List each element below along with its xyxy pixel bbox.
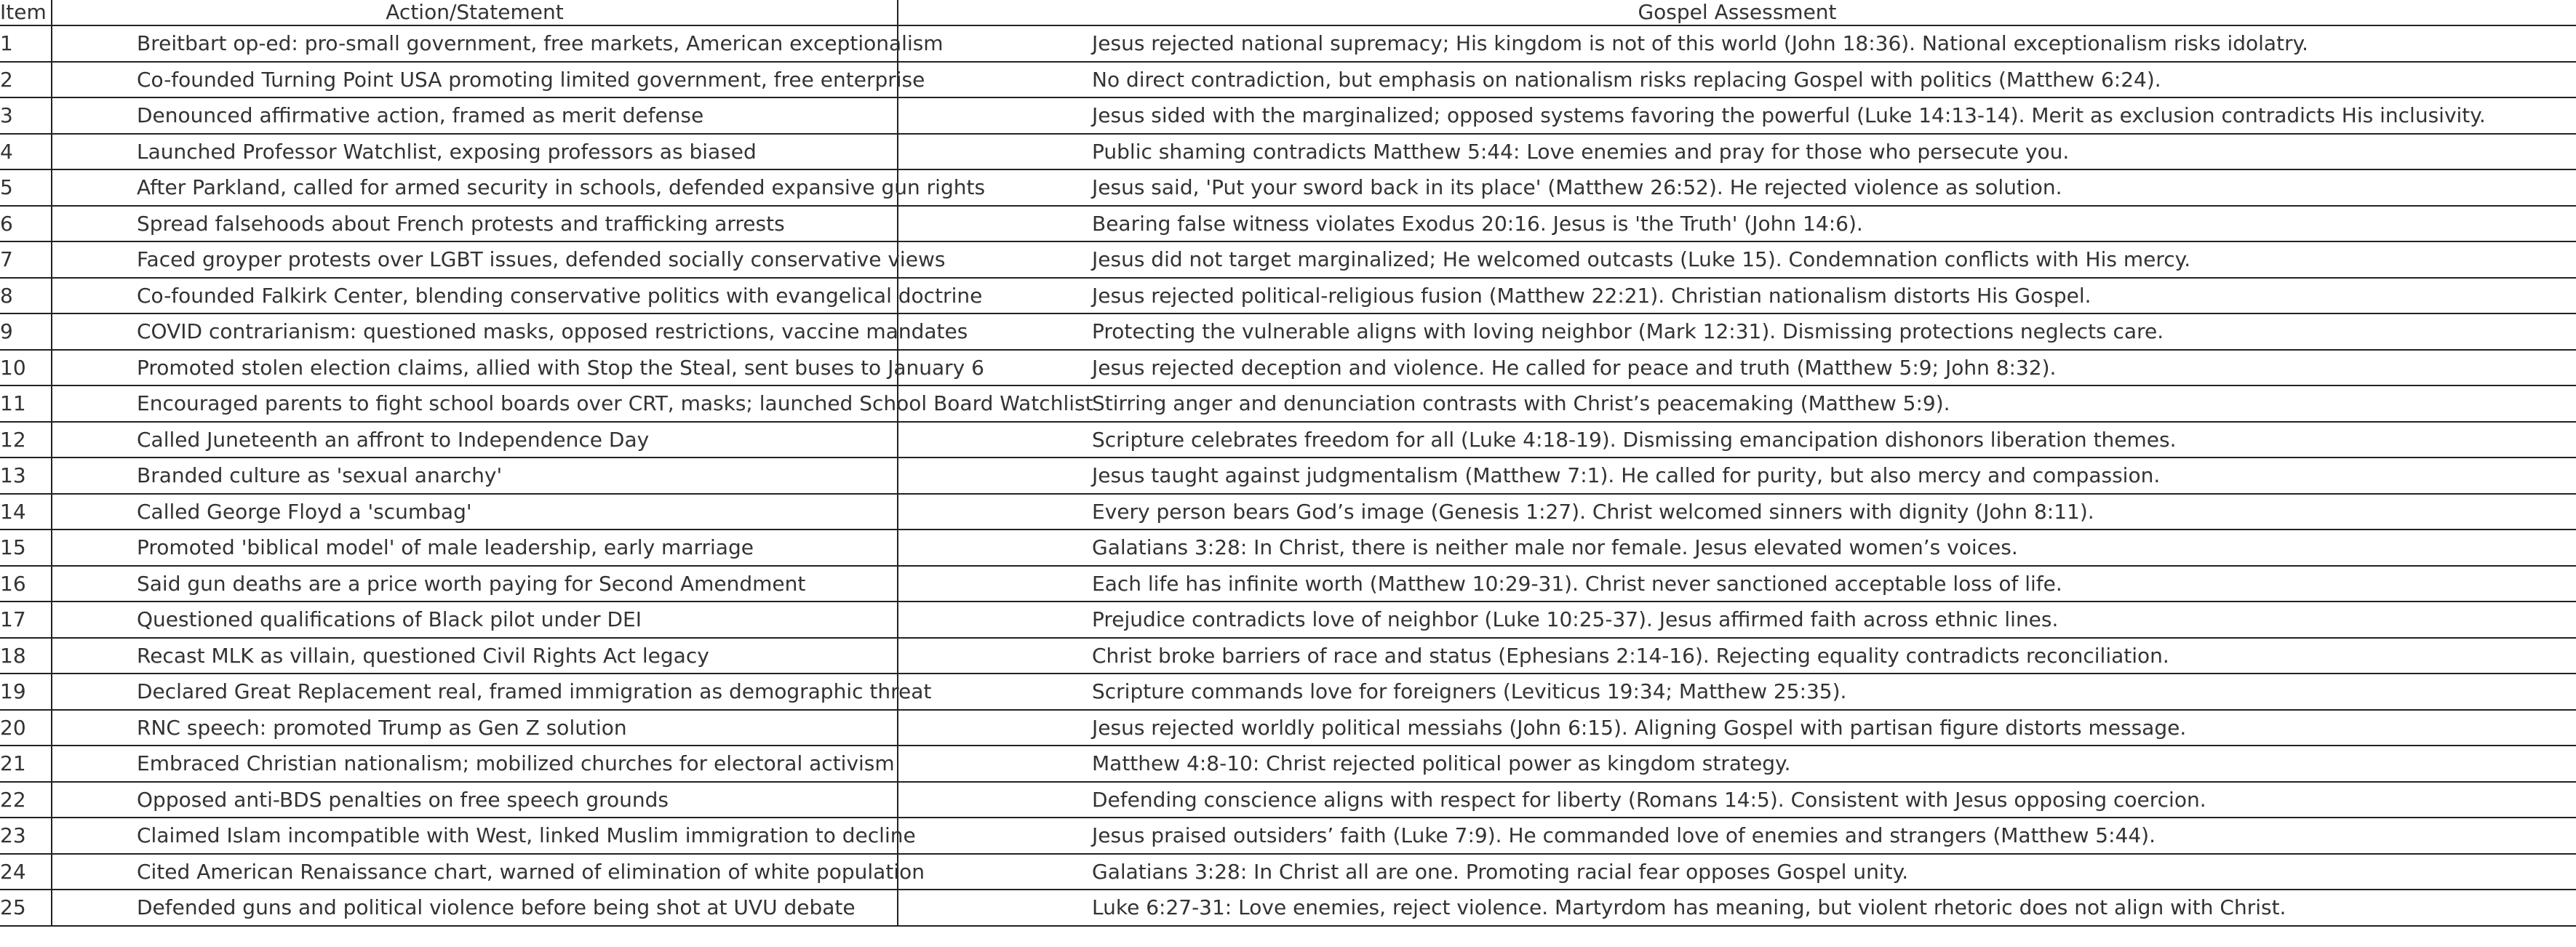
- row-gospel-assessment: Jesus rejected worldly political messiahs (John 6:15). Aligning Gospel with partisan figure distorts message.: [898, 710, 2576, 746]
- row-gospel-assessment: Jesus said, 'Put your sword back in its place' (Matthew 26:52). He rejected violence as solution.: [898, 169, 2576, 206]
- row-action-statement: Faced groyper protests over LGBT issues, defended socially conservative views: [52, 241, 898, 278]
- table-row: [0, 494, 2576, 530]
- table-row: [0, 602, 2576, 638]
- row-action-statement: Defended guns and political violence before being shot at UVU debate: [52, 890, 898, 926]
- row-item-number: 4: [0, 134, 52, 170]
- row-action-statement: Launched Professor Watchlist, exposing professors as biased: [52, 134, 898, 170]
- row-item-number: 17: [0, 602, 52, 638]
- table-row: [0, 350, 2576, 386]
- row-gospel-assessment: Jesus did not target marginalized; He welcomed outcasts (Luke 15). Condemnation conflicts with His mercy.: [898, 241, 2576, 278]
- table-row: [0, 457, 2576, 494]
- row-gospel-assessment: Jesus rejected deception and violence. He called for peace and truth (Matthew 5:9; John 8:32).: [898, 350, 2576, 386]
- row-action-statement: Questioned qualifications of Black pilot under DEI: [52, 602, 898, 638]
- table-row: [0, 782, 2576, 818]
- table-row: [0, 710, 2576, 746]
- row-item-number: 13: [0, 457, 52, 494]
- row-item-number: 25: [0, 890, 52, 926]
- row-item-number: 1: [0, 25, 52, 62]
- table-row: [0, 854, 2576, 890]
- row-item-number: 6: [0, 206, 52, 242]
- row-gospel-assessment: Galatians 3:28: In Christ all are one. Promoting racial fear opposes Gospel unity.: [898, 854, 2576, 890]
- row-item-number: 7: [0, 241, 52, 278]
- row-action-statement: Cited American Renaissance chart, warned of elimination of white population: [52, 854, 898, 890]
- table-row: [0, 62, 2576, 98]
- row-action-statement: Claimed Islam incompatible with West, linked Muslim immigration to decline: [52, 818, 898, 854]
- table-row: [0, 134, 2576, 170]
- table-row: [0, 530, 2576, 566]
- row-action-statement: Breitbart op-ed: pro-small government, free markets, American exceptionalism: [52, 25, 898, 62]
- row-gospel-assessment: Jesus rejected national supremacy; His kingdom is not of this world (John 18:36). National exceptionalism risks idolatry.: [898, 25, 2576, 62]
- row-gospel-assessment: Galatians 3:28: In Christ, there is neither male nor female. Jesus elevated women’s voices.: [898, 530, 2576, 566]
- row-gospel-assessment: Public shaming contradicts Matthew 5:44: Love enemies and pray for those who persecute you.: [898, 134, 2576, 170]
- row-item-number: 8: [0, 278, 52, 314]
- table-row: [0, 818, 2576, 854]
- row-item-number: 19: [0, 674, 52, 710]
- table-row: [0, 241, 2576, 278]
- row-action-statement: Said gun deaths are a price worth paying for Second Amendment: [52, 566, 898, 602]
- row-action-statement: Co-founded Falkirk Center, blending conservative politics with evangelical doctrine: [52, 278, 898, 314]
- row-item-number: 21: [0, 746, 52, 782]
- row-action-statement: Declared Great Replacement real, framed immigration as demographic threat: [52, 674, 898, 710]
- row-action-statement: Promoted stolen election claims, allied with Stop the Steal, sent buses to January 6: [52, 350, 898, 386]
- table-row: [0, 674, 2576, 710]
- row-gospel-assessment: Bearing false witness violates Exodus 20:16. Jesus is 'the Truth' (John 14:6).: [898, 206, 2576, 242]
- row-action-statement: Called Juneteenth an affront to Independence Day: [52, 422, 898, 458]
- table-row: [0, 97, 2576, 134]
- row-gospel-assessment: Protecting the vulnerable aligns with loving neighbor (Mark 12:31). Dismissing protections neglects care.: [898, 313, 2576, 350]
- row-gospel-assessment: No direct contradiction, but emphasis on nationalism risks replacing Gospel with politics (Matthew 6:24).: [898, 62, 2576, 98]
- table-row: [0, 169, 2576, 206]
- row-item-number: 16: [0, 566, 52, 602]
- row-item-number: 2: [0, 62, 52, 98]
- table-row: [0, 890, 2576, 926]
- table-row: [0, 422, 2576, 458]
- row-item-number: 11: [0, 385, 52, 422]
- row-gospel-assessment: Christ broke barriers of race and status (Ephesians 2:14-16). Rejecting equality contradicts reconciliation.: [898, 638, 2576, 674]
- row-gospel-assessment: Jesus rejected political-religious fusion (Matthew 22:21). Christian nationalism distorts His Gospel.: [898, 278, 2576, 314]
- row-gospel-assessment: Defending conscience aligns with respect for liberty (Romans 14:5). Consistent with Jesus opposing coercion.: [898, 782, 2576, 818]
- table-row: [0, 313, 2576, 350]
- row-item-number: 9: [0, 313, 52, 350]
- row-action-statement: Encouraged parents to fight school boards over CRT, masks; launched School Board Watchlist: [52, 385, 898, 422]
- row-item-number: 3: [0, 97, 52, 134]
- row-item-number: 15: [0, 530, 52, 566]
- table-body: [0, 25, 2576, 926]
- table-row: [0, 638, 2576, 674]
- table-row: [0, 25, 2576, 62]
- row-item-number: 10: [0, 350, 52, 386]
- table-row: [0, 385, 2576, 422]
- row-action-statement: Co-founded Turning Point USA promoting limited government, free enterprise: [52, 62, 898, 98]
- column-header-item: Item: [0, 0, 52, 25]
- row-gospel-assessment: Each life has infinite worth (Matthew 10:29-31). Christ never sanctioned acceptable loss of life.: [898, 566, 2576, 602]
- row-action-statement: Denounced affirmative action, framed as merit defense: [52, 97, 898, 134]
- row-item-number: 22: [0, 782, 52, 818]
- row-action-statement: RNC speech: promoted Trump as Gen Z solution: [52, 710, 898, 746]
- table-row: [0, 746, 2576, 782]
- row-item-number: 23: [0, 818, 52, 854]
- column-header-assessment: Gospel Assessment: [898, 0, 2576, 25]
- table-row: [0, 206, 2576, 242]
- row-action-statement: After Parkland, called for armed security in schools, defended expansive gun rights: [52, 169, 898, 206]
- row-gospel-assessment: Luke 6:27-31: Love enemies, reject violence. Martyrdom has meaning, but violent rhetoric does not align with Christ.: [898, 890, 2576, 926]
- row-action-statement: Branded culture as 'sexual anarchy': [52, 457, 898, 494]
- row-item-number: 18: [0, 638, 52, 674]
- row-item-number: 20: [0, 710, 52, 746]
- row-item-number: 12: [0, 422, 52, 458]
- row-gospel-assessment: Jesus sided with the marginalized; opposed systems favoring the powerful (Luke 14:13-14). Merit as exclusion contradicts His inclusivity.: [898, 97, 2576, 134]
- row-action-statement: Spread falsehoods about French protests and trafficking arrests: [52, 206, 898, 242]
- row-gospel-assessment: Jesus taught against judgmentalism (Matthew 7:1). He called for purity, but also mercy and compassion.: [898, 457, 2576, 494]
- row-gospel-assessment: Scripture commands love for foreigners (Leviticus 19:34; Matthew 25:35).: [898, 674, 2576, 710]
- row-gospel-assessment: Stirring anger and denunciation contrasts with Christ’s peacemaking (Matthew 5:9).: [898, 385, 2576, 422]
- row-gospel-assessment: Matthew 4:8-10: Christ rejected political power as kingdom strategy.: [898, 746, 2576, 782]
- row-action-statement: Embraced Christian nationalism; mobilized churches for electoral activism: [52, 746, 898, 782]
- row-action-statement: COVID contrarianism: questioned masks, opposed restrictions, vaccine mandates: [52, 313, 898, 350]
- table-row: [0, 566, 2576, 602]
- row-action-statement: Promoted 'biblical model' of male leadership, early marriage: [52, 530, 898, 566]
- row-item-number: 5: [0, 169, 52, 206]
- row-action-statement: Called George Floyd a 'scumbag': [52, 494, 898, 530]
- table-row: [0, 278, 2576, 314]
- row-action-statement: Opposed anti-BDS penalties on free speech grounds: [52, 782, 898, 818]
- header-row: [0, 0, 2576, 25]
- row-action-statement: Recast MLK as villain, questioned Civil Rights Act legacy: [52, 638, 898, 674]
- column-header-action: Action/Statement: [52, 0, 898, 25]
- row-gospel-assessment: Scripture celebrates freedom for all (Luke 4:18-19). Dismissing emancipation dishonors liberation themes.: [898, 422, 2576, 458]
- row-item-number: 14: [0, 494, 52, 530]
- row-gospel-assessment: Prejudice contradicts love of neighbor (Luke 10:25-37). Jesus affirmed faith across ethnic lines.: [898, 602, 2576, 638]
- row-item-number: 24: [0, 854, 52, 890]
- row-gospel-assessment: Jesus praised outsiders’ faith (Luke 7:9). He commanded love of enemies and strangers (Matthew 5:44).: [898, 818, 2576, 854]
- row-gospel-assessment: Every person bears God’s image (Genesis 1:27). Christ welcomed sinners with dignity (John 8:11).: [898, 494, 2576, 530]
